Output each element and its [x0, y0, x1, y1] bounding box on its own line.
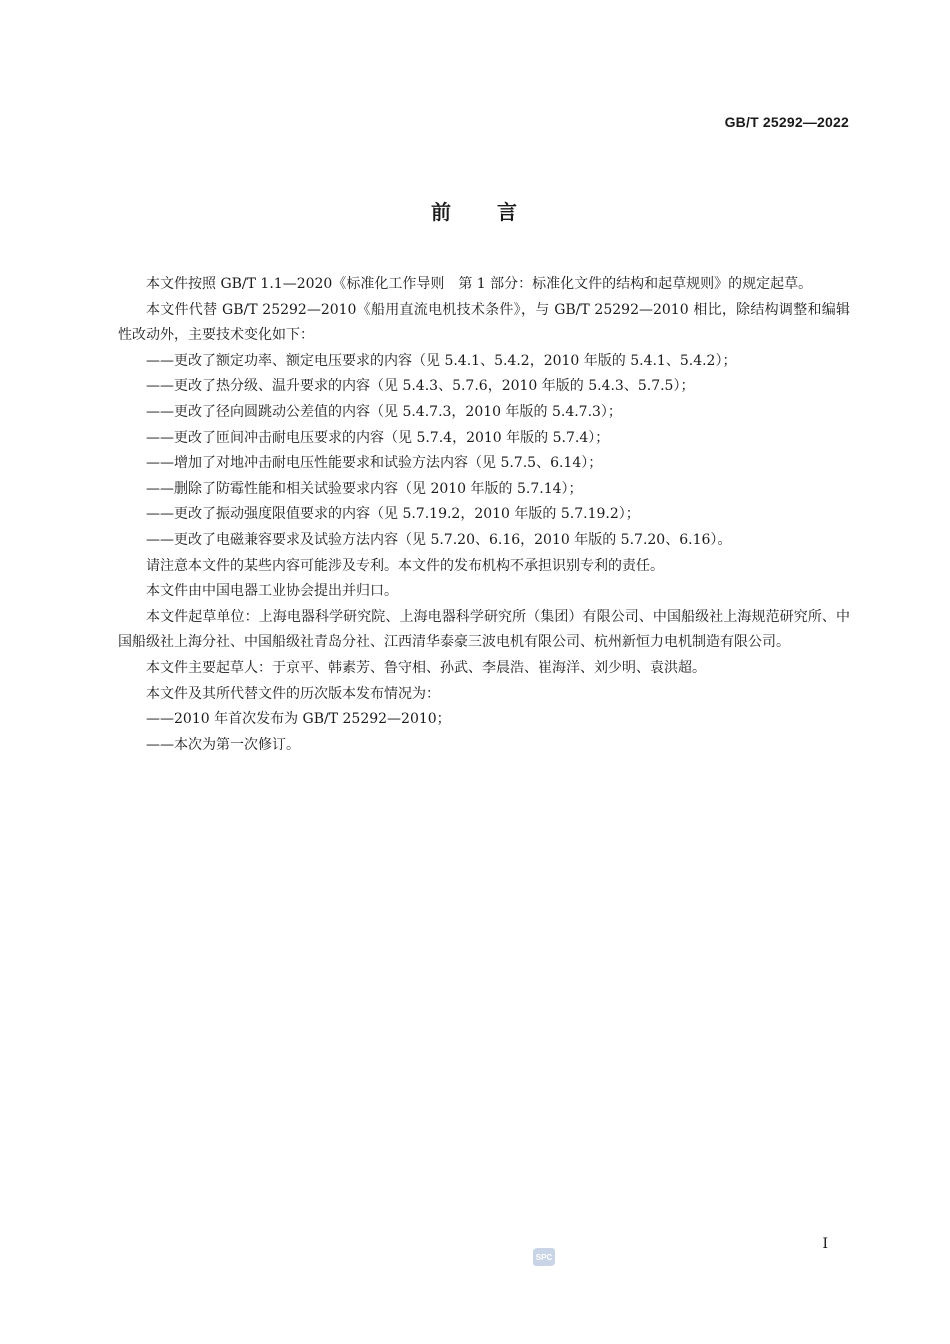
drafting-units-paragraph: 本文件起草单位：上海电器科学研究院、上海电器科学研究所（集团）有限公司、中国船级社上海规范研究所、中国船级社上海分社、中国船级社青岛分社、江西清华泰豪三波电机有限公司、杭州新恒力电机制造有限公司。: [118, 608, 850, 651]
change-item: ——更改了匝间冲击耐电压要求的内容（见 5.7.4，2010 年版的 5.7.4）；: [146, 429, 610, 446]
spc-logo-text: SPC: [535, 1253, 553, 1262]
drafters-paragraph: 本文件主要起草人：于京平、韩素芳、鲁守相、孙武、李晨浩、崔海洋、刘少明、袁洪超。: [146, 659, 706, 676]
proposed-by-paragraph: 本文件由中国电器工业协会提出并归口。: [146, 583, 398, 600]
change-item: ——更改了额定功率、额定电压要求的内容（见 5.4.1、5.4.2，2010 年版的 5.4.1、5.4.2）；: [146, 352, 737, 369]
title-char-2: 言: [497, 200, 519, 224]
title-char-1: 前: [431, 200, 453, 224]
drafting-rules-paragraph: 本文件按照 GB/T 1.1—2020《标准化工作导则 第 1 部分：标准化文件的结构和起草规则》的规定起草。: [146, 276, 813, 292]
replacement-paragraph: 本文件代替 GB/T 25292—2010《船用直流电机技术条件》，与 GB/T 25292—2010 相比，除结构调整和编辑性改动外，主要技术变化如下：: [118, 301, 850, 344]
change-item: ——更改了电磁兼容要求及试验方法内容（见 5.7.20、6.16，2010 年版的 5.7.20、6.16）。: [146, 531, 732, 548]
spc-logo-icon: [530, 1243, 558, 1271]
change-item: ——更改了热分级、温升要求的内容（见 5.4.3、5.7.6，2010 年版的 5.4.3、5.7.5）；: [146, 378, 695, 395]
change-item: ——增加了对地冲击耐电压性能要求和试验方法内容（见 5.7.5、6.14）；: [146, 455, 603, 472]
history-item: ——本次为第一次修订。: [146, 736, 300, 753]
change-item: ——删除了防霉性能和相关试验要求内容（见 2010 年版的 5.7.14）；: [146, 480, 583, 497]
page-number: I: [822, 1236, 828, 1252]
patent-notice: 请注意本文件的某些内容可能涉及专利。本文件的发布机构不承担识别专利的责任。: [146, 557, 664, 574]
foreword-body: [118, 272, 850, 758]
standard-number: GB/T 25292—2022: [724, 114, 849, 130]
page-title: [0, 196, 950, 225]
change-item: ——更改了径向圆跳动公差值的内容（见 5.4.7.3，2010 年版的 5.4.7.3）；: [146, 403, 622, 420]
change-item: ——更改了振动强度限值要求的内容（见 5.7.19.2，2010 年版的 5.7.19.2）；: [146, 506, 640, 523]
history-item: ——2010 年首次发布为 GB/T 25292—2010；: [146, 711, 451, 728]
history-intro-paragraph: 本文件及其所代替文件的历次版本发布情况为：: [146, 685, 440, 702]
